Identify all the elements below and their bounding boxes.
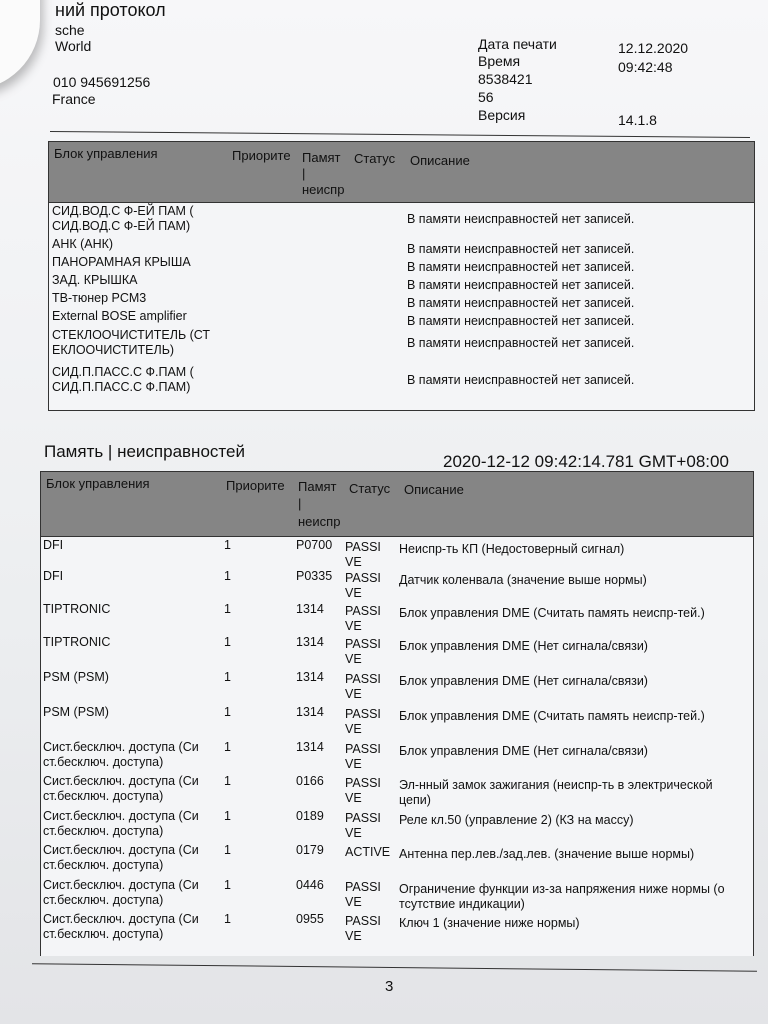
unit-name-line: ЗАД. КРЫШКА <box>52 273 138 287</box>
unit-name <box>52 255 191 270</box>
unit-name <box>43 740 199 770</box>
unit-name-line: Сист.бесключ. доступа (Си <box>43 912 199 926</box>
status <box>345 571 381 601</box>
version-value: 14.1.8 <box>618 112 657 128</box>
status-line: VE <box>345 586 362 600</box>
unit-name-line: Сист.бесключ. доступа (Си <box>43 809 199 823</box>
description <box>399 639 648 654</box>
unit-name-line: ст.бесключ. доступа) <box>43 755 164 769</box>
unit-name-line: Сист.бесключ. доступа (Си <box>43 774 199 788</box>
header-divider <box>50 131 750 138</box>
unit-name <box>52 273 137 288</box>
description: В памяти неисправностей нет записей. <box>407 296 635 310</box>
status-line: PASSI <box>345 540 381 554</box>
section-title: Память | неисправностей <box>44 442 245 461</box>
column-memory-sub: | <box>302 166 306 181</box>
description <box>399 916 580 931</box>
priority: 1 <box>224 809 231 823</box>
unit-name <box>43 538 63 553</box>
unit-name-line: Сист.бесключ. доступа (Си <box>43 878 199 892</box>
fault-code: 1314 <box>296 635 324 649</box>
status-line: PASSI <box>345 742 381 756</box>
unit-name-line: СИД.П.ПАСС.С Ф.ПАМ ( <box>52 365 194 379</box>
description-line: Блок управления DME (Нет сигнала/связи) <box>399 639 648 653</box>
status <box>345 880 381 910</box>
unit-name <box>52 291 146 306</box>
description: В памяти неисправностей нет записей. <box>407 242 635 256</box>
status-line: VE <box>345 722 362 736</box>
description <box>399 744 648 759</box>
unit-name <box>43 843 199 873</box>
table-header <box>49 142 754 203</box>
fault-code: 1314 <box>296 670 324 684</box>
print-date-value: 12.12.2020 <box>618 40 689 56</box>
description: В памяти неисправностей нет записей. <box>407 373 635 387</box>
unit-name-line: СТЕКЛООЧИСТИТЕЛЬ (СТ <box>52 328 211 342</box>
fault-code: 1314 <box>296 740 324 754</box>
table-header <box>41 472 753 537</box>
description <box>399 709 705 724</box>
priority: 1 <box>224 740 231 754</box>
description <box>399 882 725 912</box>
column-memory-sub: | <box>298 496 302 511</box>
status-line: PASSI <box>345 811 381 825</box>
unit-name <box>43 774 199 804</box>
unit-name <box>43 912 199 942</box>
description <box>399 813 634 828</box>
brand-line: sche <box>55 22 85 38</box>
status <box>345 845 390 860</box>
description: В памяти неисправностей нет записей. <box>407 212 635 226</box>
description-line: Блок управления DME (Считать память неиспр-тей.) <box>399 709 705 723</box>
column-status: Статус <box>354 151 396 166</box>
fault-code: 0179 <box>296 843 324 857</box>
description-line: Эл-нный замок зажигания (неиспр-ть в электрической <box>399 778 713 792</box>
unit-name-line: TIPTRONIC <box>43 602 111 616</box>
description-line: Блок управления DME (Считать память неиспр-тей.) <box>399 606 705 620</box>
unit-name-line: DFI <box>43 538 64 552</box>
status-line: PASSI <box>345 637 381 651</box>
unit-name-line: ЕКЛООЧИСТИТЕЛЬ) <box>52 343 175 357</box>
priority: 1 <box>224 843 231 857</box>
description: В памяти неисправностей нет записей. <box>407 336 635 350</box>
priority: 1 <box>224 912 231 926</box>
status-line: PASSI <box>345 604 381 618</box>
control-units-table <box>48 141 755 411</box>
status-line: ACTIVE <box>345 845 391 859</box>
unit-name <box>43 635 110 650</box>
description-line: цепи) <box>399 793 431 807</box>
description-line: Реле кл.50 (управление 2) (КЗ на массу) <box>399 813 634 827</box>
unit-name <box>52 328 210 358</box>
description-line: Антенна пер.лев./зад.лев. (значение выше нормы) <box>399 847 695 861</box>
unit-name <box>43 569 63 584</box>
fault-memory-table <box>40 471 754 956</box>
version-label: Версия <box>478 107 526 123</box>
description <box>399 847 694 862</box>
priority: 1 <box>224 635 231 649</box>
status <box>345 776 381 806</box>
column-memory: Памят <box>302 150 341 165</box>
column-unit: Блок управления <box>54 146 158 161</box>
unit-name <box>43 878 199 908</box>
description-line: Блок управления DME (Нет сигнала/связи) <box>399 674 648 688</box>
status-line: PASSI <box>345 707 381 721</box>
country: France <box>52 91 96 107</box>
priority: 1 <box>224 538 231 552</box>
code-1: 8538421 <box>478 71 533 87</box>
status-line: PASSI <box>345 914 381 928</box>
status-line: PASSI <box>345 672 381 686</box>
description-line: Датчик коленвала (значение выше нормы) <box>399 573 647 587</box>
unit-name <box>52 237 113 252</box>
description <box>399 573 647 588</box>
status-line: VE <box>345 791 362 805</box>
section-timestamp: 2020-12-12 09:42:14.781 GMT+08:00 <box>443 452 729 471</box>
unit-name <box>43 602 110 617</box>
status-line: VE <box>345 652 362 666</box>
unit-name <box>52 309 187 324</box>
print-date-label: Дата печати <box>478 36 557 52</box>
unit-name-line: Сист.бесключ. доступа (Си <box>43 740 199 754</box>
phone-number: 010 945691256 <box>53 74 151 90</box>
unit-name <box>52 365 194 395</box>
status <box>345 637 381 667</box>
unit-name-line: СИД.ВОД.С Ф-ЕЙ ПАМ ( <box>52 204 194 218</box>
description: В памяти неисправностей нет записей. <box>407 314 635 328</box>
description <box>399 778 713 808</box>
description-line: тсутствие индикации) <box>399 897 525 911</box>
column-description: Описание <box>410 153 470 168</box>
unit-name-line: DFI <box>43 569 64 583</box>
time-label: Время <box>478 53 521 69</box>
region-line: World <box>55 38 92 54</box>
column-memory-sub: неиспр <box>298 514 341 529</box>
column-description: Описание <box>404 482 464 497</box>
status-line: VE <box>345 895 362 909</box>
description <box>399 542 624 557</box>
description <box>399 606 705 621</box>
status-line: VE <box>345 929 362 943</box>
fault-code: P0335 <box>296 569 333 583</box>
status <box>345 914 381 944</box>
status <box>345 742 381 772</box>
time-value: 09:42:48 <box>618 59 673 75</box>
description <box>399 674 648 689</box>
unit-name-line: PSM (PSM) <box>43 670 109 684</box>
unit-name-line: ПАНОРАМНАЯ КРЫША <box>52 255 191 269</box>
status <box>345 672 381 702</box>
status-line: PASSI <box>345 571 381 585</box>
unit-name-line: ст.бесключ. доступа) <box>43 893 164 907</box>
description-line: Ключ 1 (значение ниже нормы) <box>399 916 580 930</box>
status <box>345 707 381 737</box>
unit-name <box>43 705 109 720</box>
unit-name-line: TIPTRONIC <box>43 635 111 649</box>
status-line: VE <box>345 619 362 633</box>
priority: 1 <box>224 878 231 892</box>
page-number: 3 <box>385 978 394 995</box>
status-line: VE <box>345 555 362 569</box>
fault-code: 0955 <box>296 912 324 926</box>
unit-name-line: СИД.ВОД.С Ф-ЕЙ ПАМ) <box>52 219 191 233</box>
unit-name-line: ст.бесключ. доступа) <box>43 927 164 941</box>
unit-name <box>43 809 199 839</box>
footer-divider <box>32 963 757 972</box>
unit-name-line: АНК (АНК) <box>52 237 114 251</box>
description-line: Неиспр-ть КП (Недостоверный сигнал) <box>399 542 625 556</box>
unit-name-line: ст.бесключ. доступа) <box>43 824 164 838</box>
description-line: Блок управления DME (Нет сигнала/связи) <box>399 744 648 758</box>
status-line: PASSI <box>345 880 381 894</box>
status <box>345 811 381 841</box>
fault-code: 1314 <box>296 705 324 719</box>
description: В памяти неисправностей нет записей. <box>407 260 635 274</box>
status-line: VE <box>345 687 362 701</box>
status-line: PASSI <box>345 776 381 790</box>
status-line: VE <box>345 757 362 771</box>
priority: 1 <box>224 670 231 684</box>
unit-name-line: External BOSE amplifier <box>52 309 187 323</box>
unit-name-line: Сист.бесключ. доступа (Си <box>43 843 199 857</box>
unit-name-line: СИД.П.ПАСС.С Ф.ПАМ) <box>52 380 191 394</box>
unit-name-line: ст.бесключ. доступа) <box>43 789 164 803</box>
fault-code: 0166 <box>296 774 324 788</box>
priority: 1 <box>224 569 231 583</box>
unit-name-line: PSM (PSM) <box>43 705 109 719</box>
priority: 1 <box>224 602 231 616</box>
unit-name-line: ст.бесключ. доступа) <box>43 858 164 872</box>
column-memory-sub: неиспр <box>302 182 345 197</box>
column-unit: Блок управления <box>46 476 150 491</box>
fault-code: 0189 <box>296 809 324 823</box>
column-priority: Приорите <box>232 148 291 163</box>
column-status: Статус <box>349 481 391 496</box>
code-2: 56 <box>478 89 494 105</box>
fault-code: 1314 <box>296 602 324 616</box>
status-line: VE <box>345 826 362 840</box>
status <box>345 604 381 634</box>
unit-name <box>52 204 194 234</box>
page-curl <box>0 0 40 90</box>
description-line: Ограничение функции из-за напряжения ниже нормы (о <box>399 882 725 896</box>
priority: 1 <box>224 705 231 719</box>
fault-code: P0700 <box>296 538 333 552</box>
document-title: ний протокол <box>55 0 166 20</box>
description: В памяти неисправностей нет записей. <box>407 278 635 292</box>
unit-name <box>43 670 109 685</box>
fault-code: 0446 <box>296 878 324 892</box>
column-memory: Памят <box>298 479 337 494</box>
status <box>345 540 381 570</box>
column-priority: Приорите <box>226 478 285 493</box>
unit-name-line: ТВ-тюнер PCM3 <box>52 291 147 305</box>
priority: 1 <box>224 774 231 788</box>
